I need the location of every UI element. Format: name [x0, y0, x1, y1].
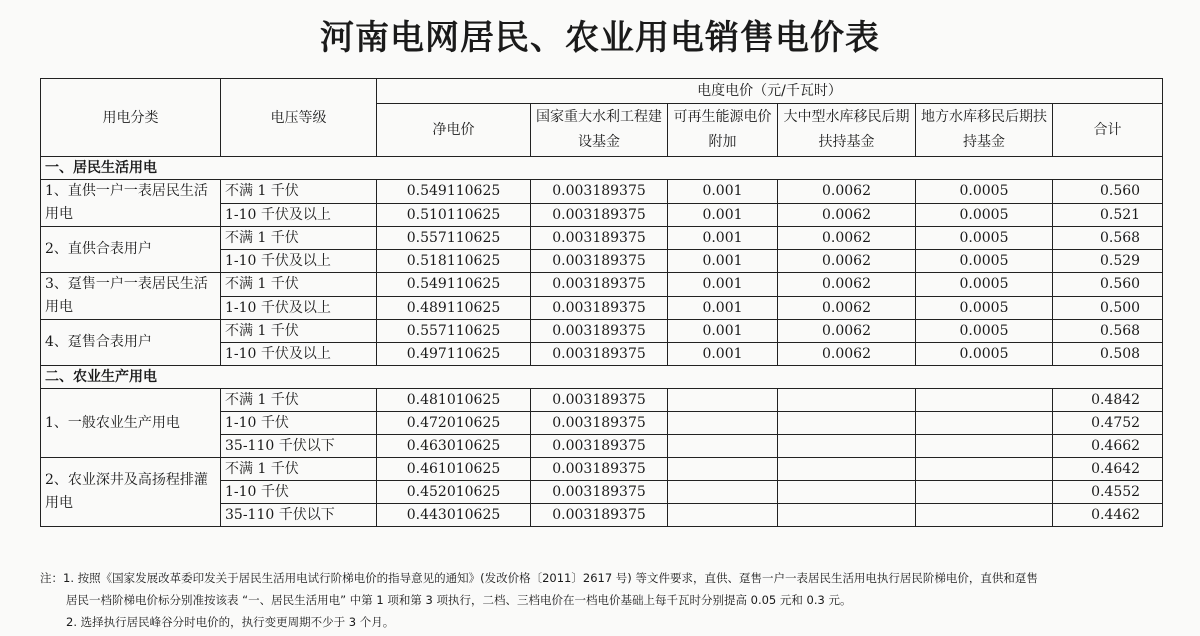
net-price-cell: 0.510110625	[377, 203, 531, 227]
local-reservoir-cell: 0.0005	[916, 203, 1053, 227]
total-cell: 0.568	[1053, 227, 1163, 250]
large-reservoir-cell: 0.0062	[778, 296, 916, 320]
page-title: 河南电网居民、农业用电销售电价表	[320, 18, 880, 58]
water-fund-cell: 0.003189375	[531, 203, 668, 227]
header-local-reservoir: 地方水库移民后期扶持基金	[916, 104, 1053, 157]
local-reservoir-cell: 0.0005	[916, 273, 1053, 297]
total-cell: 0.521	[1053, 203, 1163, 227]
large-reservoir-cell: 0.0062	[778, 203, 916, 227]
renewable-cell	[668, 458, 778, 481]
category-cell: 1、一般农业生产用电	[41, 389, 221, 458]
local-reservoir-cell	[916, 458, 1053, 481]
large-reservoir-cell	[778, 412, 916, 435]
footnote-line: 注：1. 按照《国家发展改革委印发关于居民生活用电试行阶梯电价的指导意见的通知》(发改价格〔2011〕2617 号) 等文件要求，直供、趸售一户一表居民生活用电执行居民阶梯电价，直供和趸售	[40, 571, 1038, 585]
voltage-cell: 35-110 千伏以下	[221, 435, 377, 458]
voltage-cell: 1-10 千伏及以上	[221, 343, 377, 366]
total-cell: 0.4462	[1053, 504, 1163, 527]
water-fund-cell: 0.003189375	[531, 481, 668, 504]
local-reservoir-cell: 0.0005	[916, 180, 1053, 204]
local-reservoir-cell: 0.0005	[916, 227, 1053, 250]
total-cell: 0.500	[1053, 296, 1163, 320]
table-row	[41, 273, 1163, 297]
water-fund-cell: 0.003189375	[531, 458, 668, 481]
voltage-cell: 1-10 千伏	[221, 412, 377, 435]
large-reservoir-cell	[778, 481, 916, 504]
voltage-cell: 不满 1 千伏	[221, 389, 377, 412]
total-cell: 0.4842	[1053, 389, 1163, 412]
total-cell: 0.4662	[1053, 435, 1163, 458]
large-reservoir-cell: 0.0062	[778, 320, 916, 343]
total-cell: 0.508	[1053, 343, 1163, 366]
total-cell: 0.529	[1053, 250, 1163, 273]
renewable-cell	[668, 481, 778, 504]
category-cell: 2、直供合表用户	[41, 227, 221, 273]
total-cell: 0.568	[1053, 320, 1163, 343]
net-price-cell: 0.461010625	[377, 458, 531, 481]
water-fund-cell: 0.003189375	[531, 435, 668, 458]
water-fund-cell: 0.003189375	[531, 227, 668, 250]
table-row	[41, 320, 1163, 343]
header-renewable: 可再生能源电价附加	[668, 104, 778, 157]
water-fund-cell: 0.003189375	[531, 504, 668, 527]
voltage-cell: 不满 1 千伏	[221, 180, 377, 204]
section-residential: 一、居民生活用电	[41, 157, 1163, 180]
water-fund-cell: 0.003189375	[531, 273, 668, 297]
large-reservoir-cell	[778, 435, 916, 458]
large-reservoir-cell: 0.0062	[778, 227, 916, 250]
large-reservoir-cell: 0.0062	[778, 343, 916, 366]
local-reservoir-cell: 0.0005	[916, 320, 1053, 343]
section-row	[41, 366, 1163, 389]
header-row-1	[41, 79, 1163, 104]
net-price-cell: 0.497110625	[377, 343, 531, 366]
water-fund-cell: 0.003189375	[531, 180, 668, 204]
local-reservoir-cell	[916, 389, 1053, 412]
net-price-cell: 0.518110625	[377, 250, 531, 273]
water-fund-cell: 0.003189375	[531, 320, 668, 343]
water-fund-cell: 0.003189375	[531, 412, 668, 435]
voltage-cell: 不满 1 千伏	[221, 320, 377, 343]
net-price-cell: 0.472010625	[377, 412, 531, 435]
large-reservoir-cell	[778, 458, 916, 481]
total-cell: 0.560	[1053, 273, 1163, 297]
net-price-cell: 0.452010625	[377, 481, 531, 504]
large-reservoir-cell: 0.0062	[778, 273, 916, 297]
table-row	[41, 180, 1163, 204]
category-cell: 3、趸售一户一表居民生活用电	[41, 273, 221, 320]
local-reservoir-cell: 0.0005	[916, 250, 1053, 273]
voltage-cell: 1-10 千伏及以上	[221, 203, 377, 227]
renewable-cell: 0.001	[668, 343, 778, 366]
section-row	[41, 157, 1163, 180]
voltage-cell: 35-110 千伏以下	[221, 504, 377, 527]
water-fund-cell: 0.003189375	[531, 296, 668, 320]
net-price-cell: 0.489110625	[377, 296, 531, 320]
category-cell: 1、直供一户一表居民生活用电	[41, 180, 221, 227]
price-table	[40, 78, 1163, 527]
table-row	[41, 458, 1163, 481]
large-reservoir-cell	[778, 504, 916, 527]
header-large-reservoir: 大中型水库移民后期扶持基金	[778, 104, 916, 157]
voltage-cell: 1-10 千伏	[221, 481, 377, 504]
section-agricultural: 二、农业生产用电	[41, 366, 1163, 389]
net-price-cell: 0.481010625	[377, 389, 531, 412]
large-reservoir-cell	[778, 389, 916, 412]
renewable-cell: 0.001	[668, 180, 778, 204]
net-price-cell: 0.557110625	[377, 227, 531, 250]
local-reservoir-cell	[916, 504, 1053, 527]
renewable-cell: 0.001	[668, 203, 778, 227]
category-cell: 2、农业深井及高扬程排灌用电	[41, 458, 221, 527]
renewable-cell	[668, 504, 778, 527]
water-fund-cell: 0.003189375	[531, 389, 668, 412]
net-price-cell: 0.549110625	[377, 273, 531, 297]
net-price-cell: 0.557110625	[377, 320, 531, 343]
header-total: 合计	[1053, 104, 1163, 157]
renewable-cell	[668, 435, 778, 458]
category-cell: 4、趸售合表用户	[41, 320, 221, 366]
water-fund-cell: 0.003189375	[531, 250, 668, 273]
water-fund-cell: 0.003189375	[531, 343, 668, 366]
total-cell: 0.4642	[1053, 458, 1163, 481]
local-reservoir-cell	[916, 481, 1053, 504]
renewable-cell: 0.001	[668, 250, 778, 273]
header-net-price: 净电价	[377, 104, 531, 157]
net-price-cell: 0.463010625	[377, 435, 531, 458]
voltage-cell: 不满 1 千伏	[221, 458, 377, 481]
renewable-cell: 0.001	[668, 273, 778, 297]
net-price-cell: 0.443010625	[377, 504, 531, 527]
table-row	[41, 389, 1163, 412]
local-reservoir-cell: 0.0005	[916, 343, 1053, 366]
total-cell: 0.4752	[1053, 412, 1163, 435]
total-cell: 0.4552	[1053, 481, 1163, 504]
renewable-cell: 0.001	[668, 320, 778, 343]
renewable-cell: 0.001	[668, 227, 778, 250]
voltage-cell: 1-10 千伏及以上	[221, 296, 377, 320]
renewable-cell	[668, 412, 778, 435]
footnotes	[40, 567, 1180, 633]
local-reservoir-cell	[916, 412, 1053, 435]
header-voltage: 电压等级	[221, 79, 377, 157]
header-category: 用电分类	[41, 79, 221, 157]
footnote-line: 2. 选择执行居民峰谷分时电价的，执行变更周期不少于 3 个月。	[66, 615, 395, 629]
net-price-cell: 0.549110625	[377, 180, 531, 204]
local-reservoir-cell: 0.0005	[916, 296, 1053, 320]
large-reservoir-cell: 0.0062	[778, 250, 916, 273]
renewable-cell	[668, 389, 778, 412]
voltage-cell: 1-10 千伏及以上	[221, 250, 377, 273]
header-water-fund: 国家重大水利工程建设基金	[531, 104, 668, 157]
footnote-line: 居民一档阶梯电价标分别准按该表 “一、居民生活用电” 中第 1 项和第 3 项执行，二档、三档电价在一档电价基础上每千瓦时分别提高 0.05 元和 0.3 元。	[66, 593, 852, 607]
voltage-cell: 不满 1 千伏	[221, 227, 377, 250]
header-price-group: 电度电价（元/千瓦时）	[377, 79, 1163, 104]
local-reservoir-cell	[916, 435, 1053, 458]
voltage-cell: 不满 1 千伏	[221, 273, 377, 297]
large-reservoir-cell: 0.0062	[778, 180, 916, 204]
total-cell: 0.560	[1053, 180, 1163, 204]
renewable-cell: 0.001	[668, 296, 778, 320]
table-row	[41, 227, 1163, 250]
